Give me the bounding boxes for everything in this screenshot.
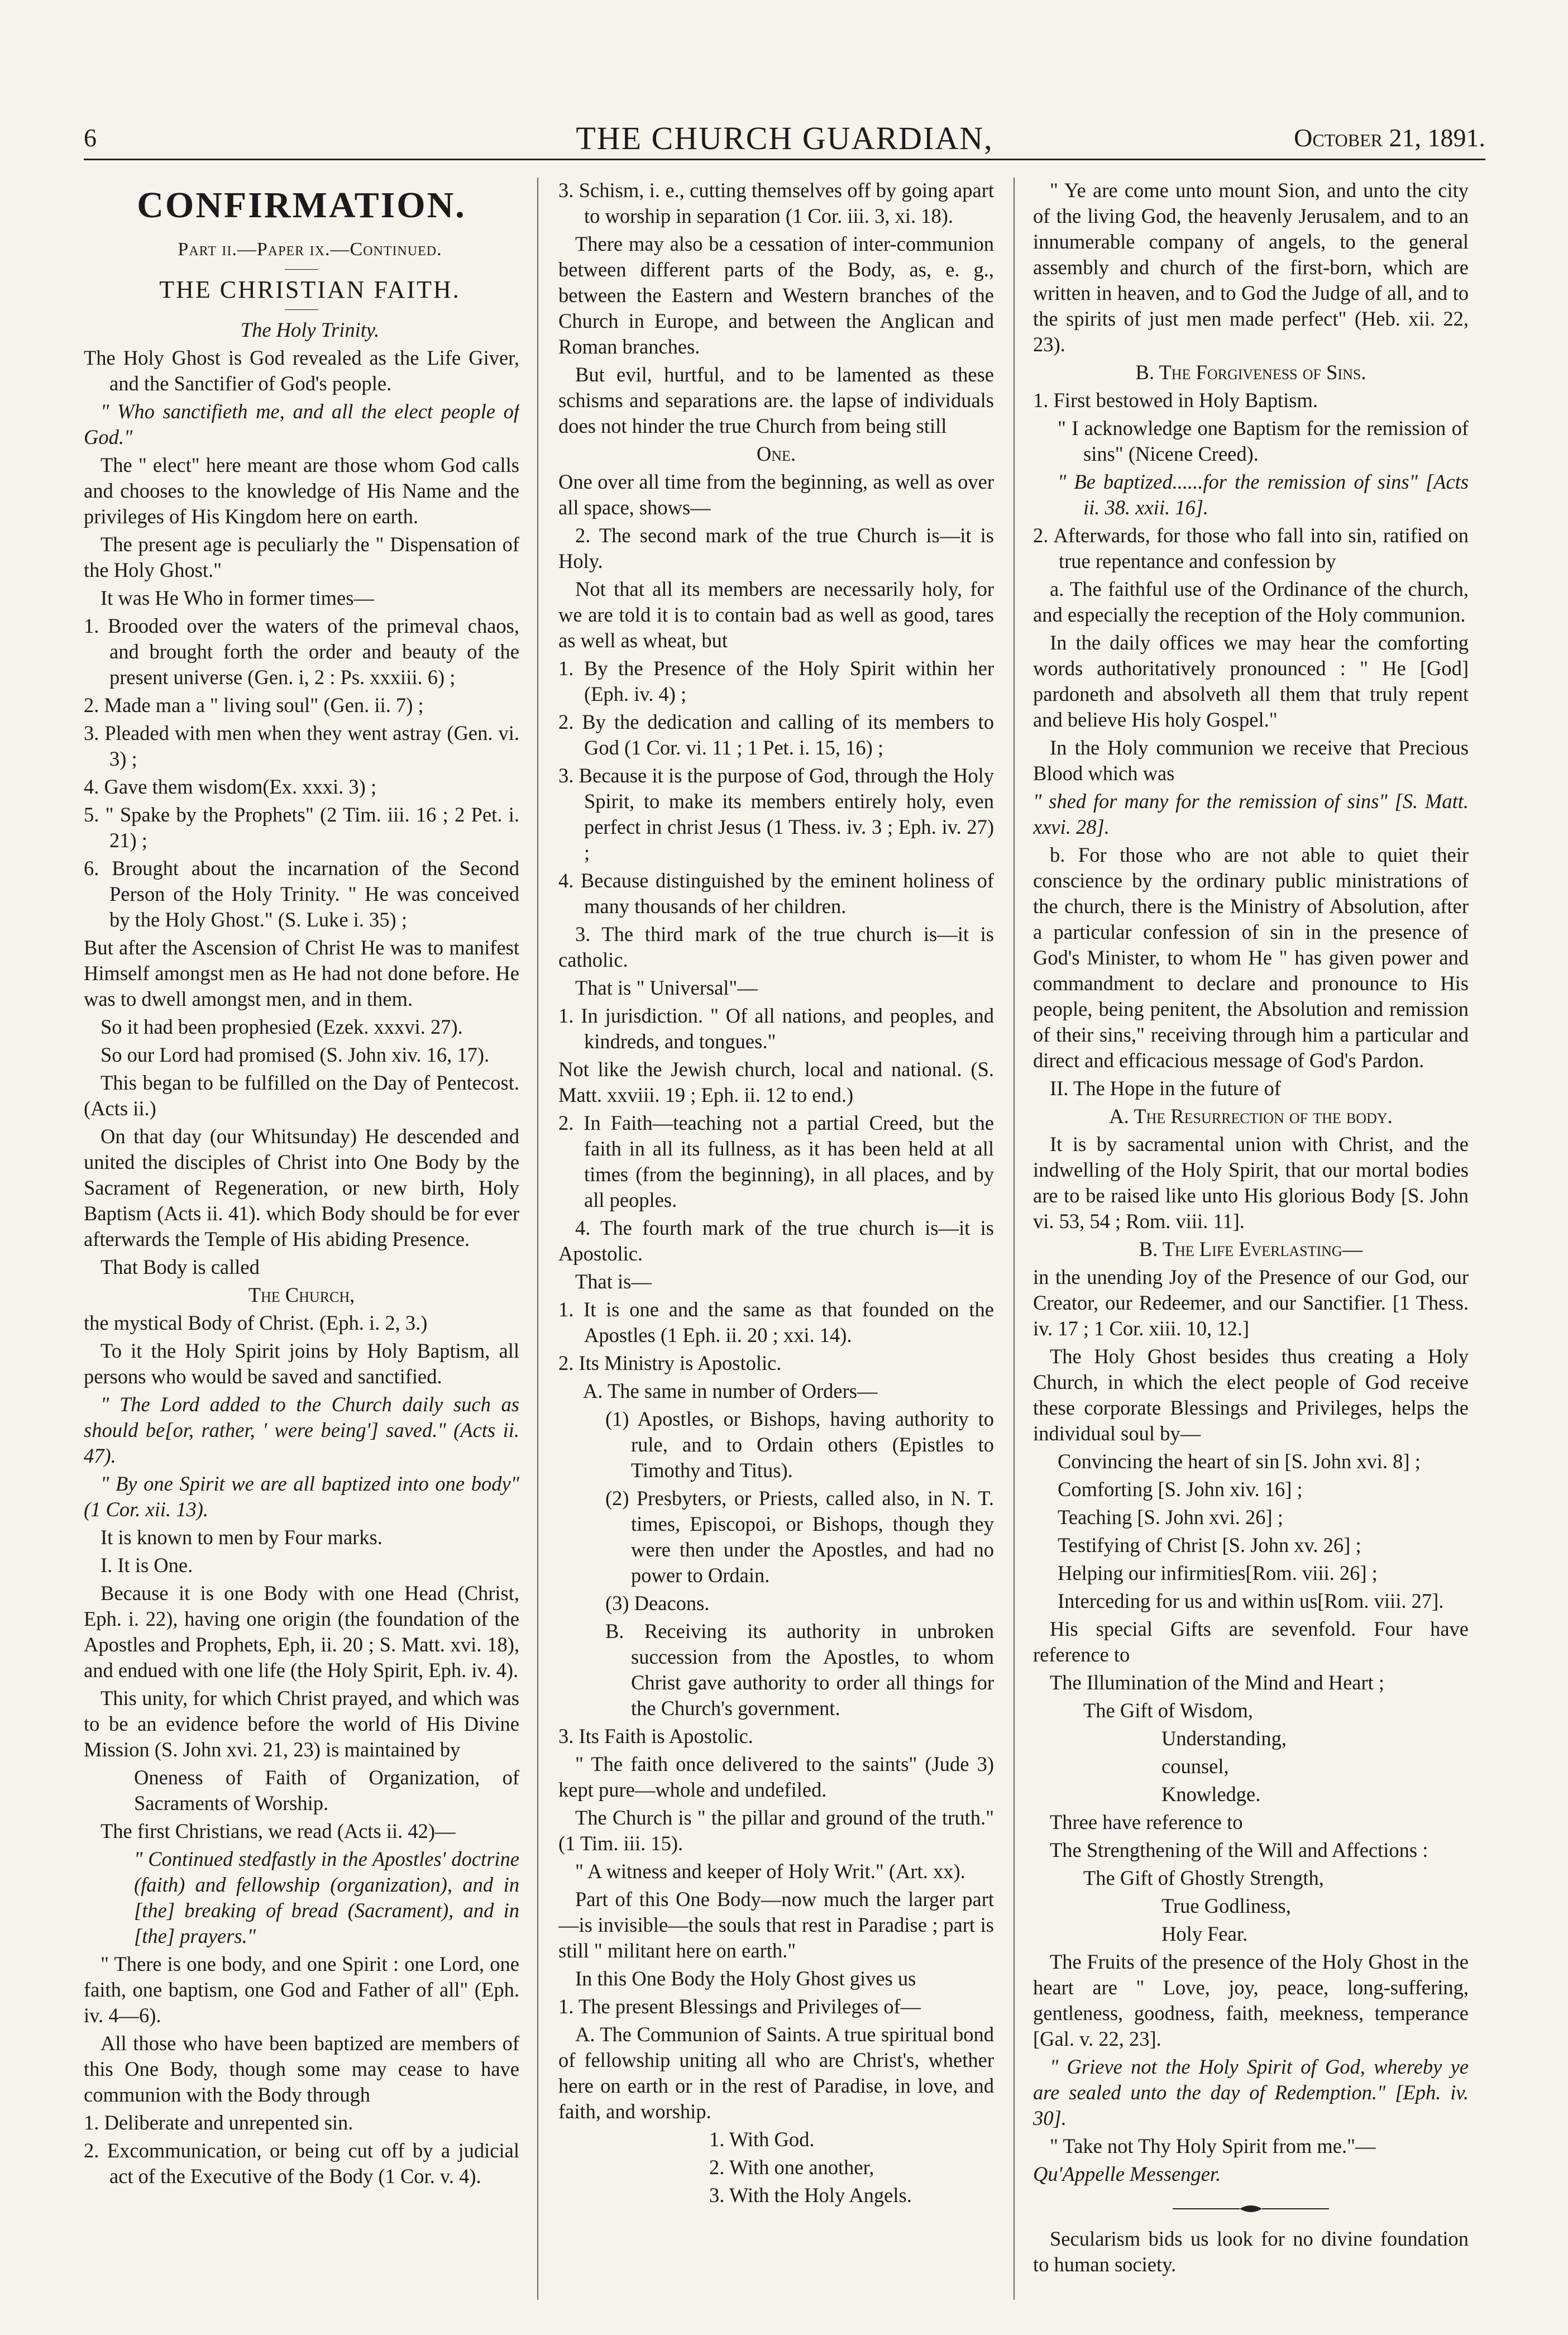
list-item: The Gift of Wisdom, [1083, 1699, 1254, 1722]
article-subject: THE CHRISTIAN FAITH. [159, 276, 461, 303]
list-item: (2) Presbyters, or Priests, called also, in N. T. times, Episcopoi, or Bishops, though they were then under the Apostles, and had no power to Ordain. [605, 1487, 994, 1587]
paragraph: In the daily offices we may hear the comforting words authoritatively pronounced : " He [God] pardoneth and absolveth all them that truly repent and believe His holy Gospel." [1033, 631, 1469, 731]
paragraph: The " elect" here meant are those whom God calls and chooses to the knowledge of His Name and the privileges of His Kingdom here on earth. [84, 453, 519, 528]
paragraph: One over all time from the beginning, as well as over all space, shows— [558, 470, 994, 519]
issue-date: October 21, 1891. [1294, 123, 1485, 152]
subheading: The Church, [248, 1283, 355, 1306]
list-item: (1) Apostles, or Bishops, having authority to rule, and to Ordain others (Epistles to Timothy and Titus). [605, 1407, 994, 1482]
paragraph: I. It is One. [101, 1554, 193, 1577]
section-heading: The Holy Trinity. [240, 318, 380, 341]
list-item: 1. The present Blessings and Privileges of— [558, 1995, 921, 2018]
paragraph: Part of this One Body—now much the larger part—is invisible—the souls that rest in Paradise ; part is still " militant here on earth." [558, 1888, 994, 1962]
list-item: 3. Because it is the purpose of God, through the Holy Spirit, to make its members entirely holy, even perfect in christ Jesus (1 Thess. iv. 3 ; Eph. iv. 27) ; [558, 764, 994, 864]
paragraph: There may also be a cessation of inter-communion between different parts of the Body, as, e. g., between the Eastern and Western branches of the Church in Europe, and between the Anglican and Roman branches. [558, 232, 994, 358]
paragraph: The Holy Ghost is God revealed as the Life Giver, and the Sanctifier of God's people. [84, 346, 519, 395]
list-item: " Be baptized......for the remission of sins" [Acts ii. 38. xxii. 16]. [1058, 470, 1469, 519]
list-item: 1. First bestowed in Holy Baptism. [1033, 389, 1318, 412]
list-item: Comforting [S. John xiv. 16] ; [1058, 1478, 1303, 1501]
paragraph: " Take not Thy Holy Spirit from me."— [1050, 2135, 1376, 2157]
paragraph: All those who have been baptized are members of this One Body, though some may cease to have communion with the Body through [84, 2032, 519, 2106]
list-item: Holy Fear. [1161, 1922, 1248, 1945]
column-3 [1033, 178, 1469, 2311]
paragraph: The Strengthening of the Will and Affections : [1050, 1839, 1428, 1861]
paragraph: It is by sacramental union with Christ, and the indwelling of the Holy Spirit, that our mortal bodies are to be raised like unto His glorious Body [S. John vi. 53, 54 ; Rom. viii. 11]. [1033, 1133, 1469, 1233]
paragraph: Not that all its members are necessarily holy, for we are told it is to contain bad as well as good, tares as well as wheat, but [558, 577, 994, 652]
list-item: 1. With God. [709, 2128, 815, 2151]
quotation: " The Lord added to the Church daily such as should be[or, rather, ' were being'] saved." (Acts ii. 47). [84, 1393, 519, 1467]
paragraph: II. The Hope in the future of [1050, 1077, 1281, 1100]
paragraph: 3. The third mark of the true church is—it is catholic. [558, 923, 994, 971]
paragraph: It is known to men by Four marks. [101, 1526, 383, 1549]
paragraph: His special Gifts are sevenfold. Four have reference to [1033, 1617, 1469, 1666]
list-item: 1. Brooded over the waters of the primeval chaos, and brought forth the order and beauty of the present universe (Gen. i, 2 : Ps. xxxiii. 6) ; [84, 614, 519, 689]
paragraph: Secularism bids us look for no divine foundation to human society. [1033, 2227, 1469, 2276]
column-divider [537, 178, 538, 2300]
list-item: Convincing the heart of sin [S. John xvi. 8] ; [1058, 1450, 1421, 1473]
list-item: 3. Its Faith is Apostolic. [558, 1725, 753, 1747]
paragraph: Three have reference to [1050, 1811, 1243, 1833]
list-item: Interceding for us and within us[Rom. viii. 27]. [1058, 1589, 1444, 1612]
paragraph: The present age is peculiarly the " Dispensation of the Holy Ghost." [84, 533, 519, 581]
list-item: 2. Made man a " living soul" (Gen. ii. 7) ; [84, 694, 424, 717]
list-item: Understanding, [1161, 1727, 1287, 1750]
list-item: 2. Its Ministry is Apostolic. [558, 1352, 782, 1374]
paragraph: " There is one body, and one Spirit : one Lord, one faith, one baptism, one God and Father of all" (Eph. iv. 4—6). [84, 1952, 519, 2027]
quotation: " By one Spirit we are all baptized into one body" (1 Cor. xii. 13). [84, 1472, 519, 1521]
list-item: B. Receiving its authority in unbroken succession from the Apostles, to whom Christ gave authority to order all things for the Church's government. [605, 1620, 994, 1720]
page-number: 6 [84, 123, 97, 152]
masthead [84, 120, 1485, 160]
paragraph: That is " Universal"— [575, 976, 758, 999]
paragraph: But evil, hurtful, and to be lamented as these schisms and separations are. the lapse of individuals does not hinder the true Church from being still [558, 363, 994, 437]
list-item: 2. Afterwards, for those who fall into sin, ratified on true repentance and confession by [1033, 524, 1469, 572]
paragraph: This began to be fulfilled on the Day of Pentecost. (Acts ii.) [84, 1071, 519, 1120]
paragraph: This unity, for which Christ prayed, and which was to be an evidence before the world of His Divine Mission (S. John xvi. 21, 23) is maintained by [84, 1687, 519, 1761]
list-item: 1. By the Presence of the Holy Spirit within her (Eph. iv. 4) ; [558, 657, 994, 705]
paragraph: The first Christians, we read (Acts ii. 42)— [101, 1820, 456, 1842]
list-item: 3. Schism, i. e., cutting themselves off by going apart to worship in separation (1 Cor. iii. 3, xi. 18). [558, 179, 994, 227]
subheading: B. The Life Everlasting— [1139, 1238, 1363, 1260]
list-item: 5. " Spake by the Prophets" (2 Tim. iii. 16 ; 2 Pet. i. 21) ; [84, 803, 519, 852]
separator-rule: ——— [285, 262, 318, 275]
article-part: Part ii.—Paper ix.—Continued. [178, 239, 442, 260]
subheading: A. The Resurrection of the body. [1109, 1105, 1393, 1128]
list-item: 2. By the dedication and calling of its members to God (1 Cor. vi. 11 ; 1 Pet. i. 15, 16) ; [558, 710, 994, 759]
paragraph: The Church is " the pillar and ground of the truth." (1 Tim. iii. 15). [558, 1806, 994, 1855]
list-item: 3. With the Holy Angels. [709, 2184, 912, 2207]
paragraph: 4. The fourth mark of the true church is—it is Apostolic. [558, 1216, 994, 1265]
list-item: 1. Deliberate and unrepented sin. [84, 2111, 353, 2134]
subheading: B. The Forgiveness of Sins. [1135, 361, 1366, 384]
list-item: 3. Pleaded with men when they went astray (Gen. vi. 3) ; [84, 722, 519, 770]
list-item: 2. Excommunication, or being cut off by a judicial act of the Executive of the Body (1 Cor. v. 4). [84, 2139, 519, 2188]
paragraph: 2. The second mark of the true Church is—it is Holy. [558, 524, 994, 572]
list-item: A. The same in number of Orders— [583, 1379, 878, 1402]
list-item: counsel, [1161, 1755, 1229, 1778]
list-item: 2. With one another, [709, 2156, 874, 2179]
column-2 [558, 178, 994, 2311]
paragraph: Because it is one Body with one Head (Christ, Eph. i. 22), having one origin (the foundation of the Apostles and Prophets, Eph, ii. 20 ; S. Matt. xvi. 18), and endued with one life (the Holy Spirit, Eph. iv. 4). [84, 1582, 519, 1682]
column-divider [1014, 178, 1015, 2300]
paragraph: In this One Body the Holy Ghost gives us [575, 1967, 916, 1990]
paragraph: a. The faithful use of the Ordinance of the church, and especially the reception of the Holy communion. [1033, 577, 1469, 626]
list-item: Helping our infirmities[Rom. viii. 26] ; [1058, 1562, 1378, 1584]
list-item: Teaching [S. John xvi. 26] ; [1058, 1506, 1283, 1529]
list-item: 2. In Faith—teaching not a partial Creed, but the faith in all its fullness, as it has been held at all times (from the beginning), in all places, and by all peoples. [558, 1111, 994, 1211]
paragraph: To it the Holy Spirit joins by Holy Baptism, all persons who would be saved and sanctified. [84, 1339, 519, 1388]
paragraph: So our Lord had promised (S. John xiv. 16, 17). [101, 1043, 490, 1066]
paragraph: " The faith once delivered to the saints" (Jude 3) kept pure—whole and undefiled. [558, 1753, 994, 1801]
separator-rule: ——— [285, 303, 318, 315]
paragraph: The Fruits of the presence of the Holy Ghost in the heart are " Love, joy, peace, long-suffering, gentleness, goodness, faith, meekness, temperance [Gal. v. 22, 23]. [1033, 1950, 1469, 2050]
paragraph: So it had been prophesied (Ezek. xxxvi. 27). [101, 1015, 463, 1038]
list-item: 6. Brought about the incarnation of the Second Person of the Holy Trinity. " He was conceived by the Holy Ghost." (S. Luke i. 35) ; [84, 857, 519, 931]
paragraph: b. For those who are not able to quiet their conscience by the ordinary public ministrations of the church, there is the Ministry of Absolution, after a particular confession of sin in the presence of God's Minister, to whom He " has given power and commandment to declare and pronounce to His people, being penitent, the Absolution and remission of their sins," receiving through him a particular and direct and efficacious message of God's Pardon. [1033, 843, 1469, 1072]
paragraph: Not like the Jewish church, local and national. (S. Matt. xxviii. 19 ; Eph. ii. 12 to end.) [558, 1058, 994, 1106]
column-1 [84, 178, 519, 2311]
list-item: Testifying of Christ [S. John xv. 26] ; [1058, 1534, 1361, 1556]
newspaper-title: THE CHURCH GUARDIAN, [576, 120, 993, 156]
paragraph: The Illumination of the Mind and Heart ; [1050, 1671, 1385, 1694]
list-item: Knowledge. [1161, 1783, 1261, 1806]
paragraph: But after the Ascension of Christ He was to manifest Himself amongst men as He had not done before. He was to dwell amongst men, and in them. [84, 936, 519, 1010]
paragraph: Oneness of Faith of Organization, of Sacraments of Worship. [134, 1766, 519, 1814]
quotation: " shed for many for the remission of sins" [S. Matt. xxvi. 28]. [1033, 790, 1469, 838]
list-item: " I acknowledge one Baptism for the remission of sins" (Nicene Creed). [1058, 417, 1469, 465]
paragraph: On that day (our Whitsunday) He descended and united the disciples of Christ into One Body by the Sacrament of Regeneration, or new birth, Holy Baptism (Acts ii. 41). which Body should be for ever afterwards the Temple of His abiding Presence. [84, 1125, 519, 1250]
paragraph: A. The Communion of Saints. A true spiritual bond of fellowship uniting all who are Christ's, whether here on earth or in the rest of Paradise, in love, and faith, and worship. [558, 2023, 994, 2123]
list-item: 4. Because distinguished by the eminent holiness of many thousands of her children. [558, 869, 994, 918]
article-heading: CONFIRMATION. [137, 185, 466, 226]
list-item: (3) Deacons. [605, 1592, 710, 1615]
list-item: True Godliness, [1161, 1894, 1291, 1917]
source-credit: Qu'Appelle Messenger. [1033, 2162, 1221, 2185]
paragraph: " Ye are come unto mount Sion, and unto the city of the living God, the heavenly Jerusalem, and to an innumerable company of angels, to the general assembly and church of the first-born, which are written in heaven, and to God the Judge of all, and to the spirits of just men made perfect" (Heb. xii. 22, 23). [1033, 179, 1469, 356]
list-item: 1. In jurisdiction. " Of all nations, and peoples, and kindreds, and tongues." [558, 1004, 994, 1053]
quotation: " Who sanctifieth me, and all the elect people of God." [84, 400, 519, 448]
paragraph: That is— [575, 1270, 652, 1293]
list-item: The Gift of Ghostly Strength, [1083, 1866, 1324, 1889]
paragraph: " A witness and keeper of Holy Writ." (Art. xx). [575, 1860, 965, 1883]
quotation: " Continued stedfastly in the Apostles' doctrine (faith) and fellowship (organization), and in [the] breaking of bread (Sacrament), and in [the] prayers." [134, 1847, 519, 1947]
list-item: 4. Gave them wisdom(Ex. xxxi. 3) ; [84, 775, 377, 798]
ornamental-divider [1033, 2195, 1469, 2221]
subheading: One. [756, 442, 796, 465]
paragraph: in the unending Joy of the Presence of our God, our Creator, our Redeemer, and our Sanctifier. [1 Thess. iv. 17 ; 1 Cor. xiii. 10, 12.] [1033, 1266, 1469, 1340]
quotation: " Grieve not the Holy Spirit of God, whereby ye are sealed unto the day of Redemption." [Eph. iv. 30]. [1033, 2055, 1469, 2129]
paragraph: In the Holy communion we receive that Precious Blood which was [1033, 736, 1469, 785]
paragraph: The Holy Ghost besides thus creating a Holy Church, in which the elect people of God receive these corporate Blessings and Privileges, helps the individual soul by— [1033, 1345, 1469, 1445]
list-item: 1. It is one and the same as that founded on the Apostles (1 Eph. ii. 20 ; xxi. 14). [558, 1298, 994, 1346]
paragraph: It was He Who in former times— [101, 586, 374, 609]
paragraph: the mystical Body of Christ. (Eph. i. 2, 3.) [84, 1311, 428, 1334]
paragraph: That Body is called [101, 1255, 260, 1278]
